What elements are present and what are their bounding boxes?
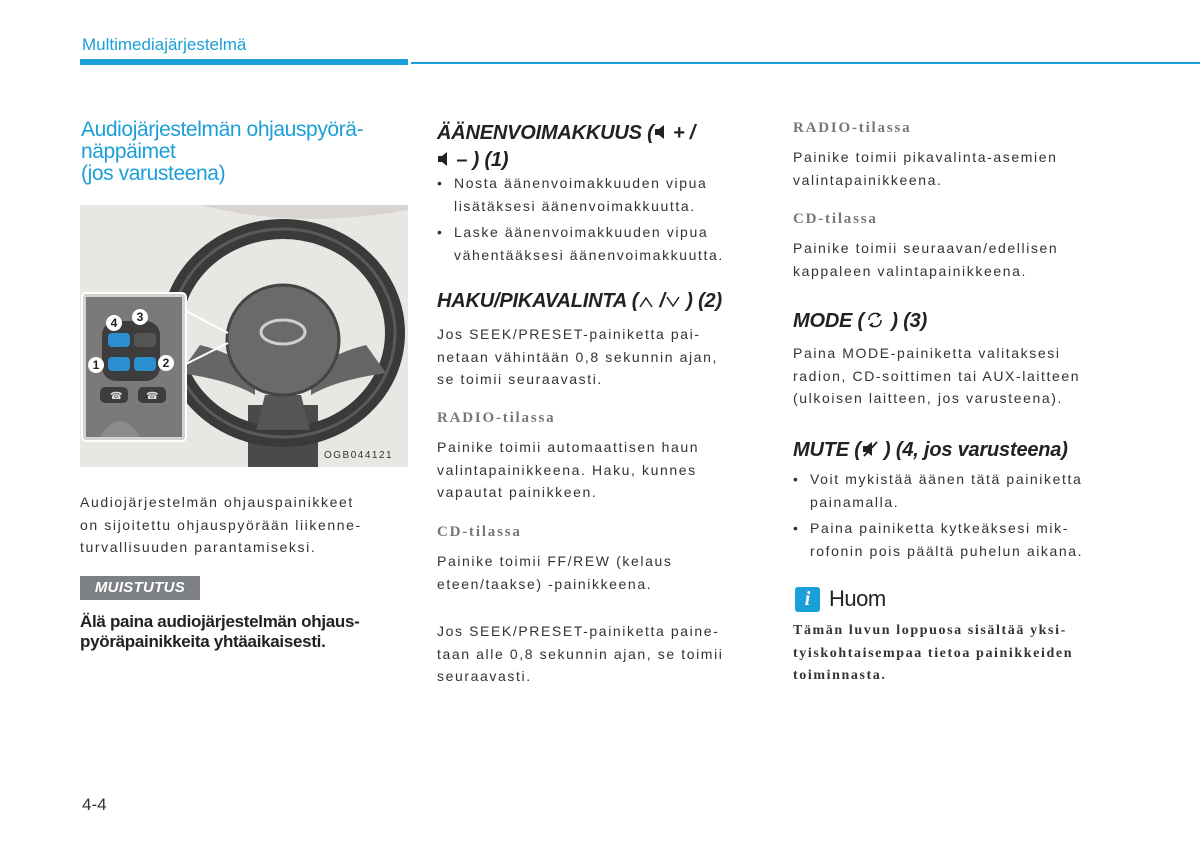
seek-radio-heading: RADIO-tilassa (437, 410, 556, 426)
chevron-down-icon (665, 292, 681, 315)
mute-heading: MUTE ( ) (4, jos varusteena) (793, 439, 1133, 464)
callout-4: 4 (106, 315, 122, 331)
list-item: • Nosta äänenvoimakkuuden vipua lisätäksesi äänenvoimakkuutta. (437, 172, 763, 217)
header-rule-thin (411, 62, 1200, 64)
mode-cycle-icon (864, 311, 886, 335)
mute-bullets (793, 468, 1119, 566)
preset-radio-heading: RADIO-tilassa (793, 120, 912, 136)
section-title: Multimediajärjestelmä (82, 35, 247, 54)
svg-text:☎: ☎ (110, 391, 123, 402)
seek-radio-text: Painike toimii automaattisen haun valintapainikkeena. Haku, kunnes vapautat painikkeen. (437, 439, 700, 500)
seek-cd-heading: CD-tilassa (437, 524, 522, 540)
info-icon: i (795, 587, 820, 612)
seek-heading: HAKU/PIKAVALINTA ( / ) (2) (437, 290, 777, 315)
info-text: Tämän luvun loppuosa sisältää yksi- tyiskohtaisempaa tietoa painikkeiden toiminnasta. (793, 623, 1074, 683)
seek-short-paragraph: Jos SEEK/PRESET-painiketta paine- taan alle 0,8 sekunnin ajan, se toimii seuraavasti. (437, 623, 724, 684)
steering-wheel-illustration (80, 205, 408, 467)
svg-text:☎: ☎ (146, 391, 159, 402)
figure-code: OGB044121 (324, 450, 394, 461)
steering-wheel-figure (80, 205, 408, 467)
chevron-up-icon (638, 292, 654, 315)
volume-heading: ÄÄNENVOIMAKKUUS ( + / – ) (1) (437, 121, 767, 175)
list-item: • Paina painiketta kytkeäksesi mik- rofonin pois päältä puhelun aikana. (793, 517, 1119, 562)
list-item: • Voit mykistää äänen tätä painiketta painamalla. (793, 468, 1119, 513)
callout-2: 2 (158, 355, 174, 371)
info-title: Huom (829, 586, 886, 611)
callout-3: 3 (132, 309, 148, 325)
seek-cd-text: Painike toimii FF/REW (kelaus eteen/taakse) -painikkeena. (437, 553, 673, 592)
mode-heading: MODE ( ) (3) (793, 310, 1123, 335)
header-rule-thick (80, 59, 408, 65)
page-number: 4-4 (82, 795, 107, 814)
intro-paragraph: Audiojärjestelmän ohjauspainikkeet on sijoitettu ohjauspyörään liikenne- turvallisuuden parantamiseksi. (80, 494, 362, 555)
speaker-icon (654, 123, 668, 148)
mode-text: Paina MODE-painiketta valitaksesi radion, CD-soittimen tai AUX-laitteen (ulkoisen laitteen, jos varusteena). (793, 345, 1081, 406)
volume-bullets (437, 172, 763, 270)
list-item: • Laske äänenvoimakkuuden vipua vähentääksesi äänenvoimakkuutta. (437, 221, 763, 266)
preset-radio-text: Painike toimii pikavalinta-asemien valintapainikkeena. (793, 149, 1058, 188)
notice-text: Älä paina audiojärjestelmän ohjaus- pyöräpainikkeita yhtäaikaisesti. (80, 612, 360, 651)
seek-paragraph: Jos SEEK/PRESET-painiketta pai- netaan vähintään 0,8 sekunnin ajan, se toimii seuraavasti. (437, 326, 718, 387)
preset-cd-text: Painike toimii seuraavan/edellisen kappaleen valintapainikkeena. (793, 240, 1059, 279)
column1-heading: Audiojärjestelmän ohjauspyörä- näppäimet (jos varusteena) (81, 118, 364, 185)
mute-icon (861, 440, 879, 464)
preset-cd-heading: CD-tilassa (793, 211, 878, 227)
notice-label: MUISTUTUS (80, 576, 200, 600)
callout-1: 1 (88, 357, 104, 373)
